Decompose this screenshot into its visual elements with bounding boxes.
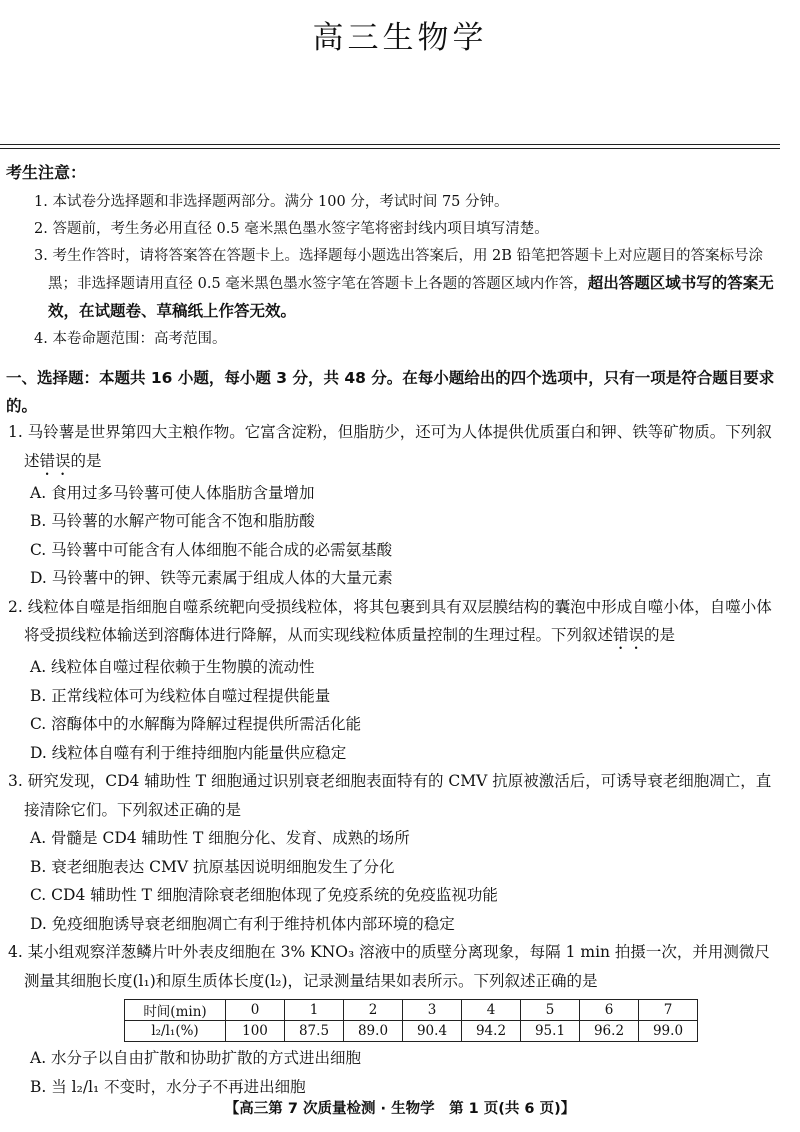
question xyxy=(8,767,780,938)
option: B. 衰老细胞表达 CMV 抗原基因说明细胞发生了分化 xyxy=(30,857,395,876)
table-cell: 95.1 xyxy=(521,1021,580,1042)
table-cell: 99.0 xyxy=(639,1021,698,1042)
note-item: 2. 答题前，考生务必用直径 0.5 毫米黑色墨水签字笔将密封线内项目填写清楚。 xyxy=(34,221,549,237)
table-cell: 3 xyxy=(403,1000,462,1021)
table-cell: 0 xyxy=(226,1000,285,1021)
question-stem xyxy=(8,593,780,654)
option: A. 食用过多马铃薯可使人体脂肪含量增加 xyxy=(30,483,315,502)
table-cell: 94.2 xyxy=(462,1021,521,1042)
table-cell: 7 xyxy=(639,1000,698,1021)
stem-text: 1. 马铃薯是世界第四大主粮作物。它富含淀粉，但脂肪少，还可为人体提供优质蛋白和钾、铁等矿物质。下列叙述 xyxy=(8,423,772,470)
option: D. 免疫细胞诱导衰老细胞凋亡有利于维持机体内部环境的稳定 xyxy=(30,914,455,933)
table-cell: 89.0 xyxy=(344,1021,403,1042)
note-item: 4. 本卷命题范围：高考范围。 xyxy=(34,331,227,347)
header-rule xyxy=(0,148,780,149)
table-cell: 6 xyxy=(580,1000,639,1021)
candidate-notes xyxy=(6,160,776,353)
table-row xyxy=(125,1000,698,1021)
table-cell: 1 xyxy=(285,1000,344,1021)
option: A. 线粒体自噬过程依赖于生物膜的流动性 xyxy=(30,658,315,676)
note-item-text: 3. 考生作答时，请将答案答在答题卡上。选择题每小题选出答案后，用 2B 铅笔把答题卡上对应题目的答案标号涂黑；非选择题请用直径 0.5 毫米黑色墨水签字笔在答题卡上各题的答题区域内作答， xyxy=(34,248,764,292)
stem-text: 2. 线粒体自噬是指细胞自噬系统靶向受损线粒体，将其包裹到具有双层膜结构的囊泡中形成自噬小体，自噬小体将受损线粒体输送到溶酶体进行降解，从而实现线粒体质量控制的生理过程。下列叙述 xyxy=(8,597,772,644)
option: C. 溶酶体中的水解酶为降解过程提供所需活化能 xyxy=(30,715,362,733)
table-cell: 87.5 xyxy=(285,1021,344,1042)
table-cell: 4 xyxy=(462,1000,521,1021)
option: D. 马铃薯中的钾、铁等元素属于组成人体的大量元素 xyxy=(30,569,393,587)
question xyxy=(8,593,780,768)
option: A. 水分子以自由扩散和协助扩散的方式进出细胞 xyxy=(30,1049,362,1067)
option: C. 马铃薯中可能含有人体细胞不能合成的必需氨基酸 xyxy=(30,540,393,559)
table-row xyxy=(125,1021,698,1042)
stem-emphasis: 错误 xyxy=(39,451,71,470)
note-item: 1. 本试卷分选择题和非选择题两部分。满分 100 分，考试时间 75 分钟。 xyxy=(34,194,509,210)
table-cell: 90.4 xyxy=(403,1021,462,1042)
table-cell: 2 xyxy=(344,1000,403,1021)
stem-text: 的是 xyxy=(644,626,676,644)
option: B. 马铃薯的水解产物可能含不饱和脂肪酸 xyxy=(30,512,315,530)
stem-emphasis: 错误 xyxy=(613,626,645,644)
question-stem: 3. 研究发现，CD4 辅助性 T 细胞通过识别衰老细胞表面特有的 CMV 抗原被激活后，可诱导衰老细胞凋亡，直接清除它们。下列叙述正确的是 xyxy=(8,772,772,819)
question xyxy=(8,418,780,593)
option: D. 线粒体自噬有利于维持细胞内能量供应稳定 xyxy=(30,743,347,762)
table-cell: 100 xyxy=(226,1021,285,1042)
question xyxy=(8,938,780,1101)
header-rule xyxy=(0,144,780,145)
option: B. 正常线粒体可为线粒体自噬过程提供能量 xyxy=(30,686,331,705)
option: A. 骨髓是 CD4 辅助性 T 细胞分化、发育、成熟的场所 xyxy=(30,829,410,847)
table-header-cell: 时间(min) xyxy=(125,1000,226,1021)
exam-title: 高三生物学 xyxy=(312,20,488,56)
section-heading: 一、选择题：本题共 16 小题，每小题 3 分，共 48 分。在每小题给出的四个选项中，只有一项是符合题目要求的。 xyxy=(6,369,775,415)
question-list xyxy=(8,418,780,1101)
option: B. 当 l₂/l₁ 不变时，水分子不再进出细胞 xyxy=(30,1077,306,1096)
table-cell: 96.2 xyxy=(580,1021,639,1042)
stem-text: 的是 xyxy=(70,451,102,470)
page-footer: 【高三第 7 次质量检测 · 生物学 第 1 页(共 6 页)】 xyxy=(224,1101,576,1117)
note-item xyxy=(6,243,776,326)
table-header-cell: l₂/l₁(%) xyxy=(125,1021,226,1042)
note-emphasis: 超出答题区域书写的答案无效，在试题卷、草稿纸上作答无效。 xyxy=(48,274,774,320)
question-stem xyxy=(8,418,780,479)
measurement-table xyxy=(124,999,698,1042)
question-stem: 4. 某小组观察洋葱鳞片叶外表皮细胞在 3% KNO₃ 溶液中的质壁分离现象，每隔 1 min 拍摄一次，并用测微尺测量其细胞长度(l₁)和原生质体长度(l₂)，记录测量结果如表所示。下列叙述正确的是 xyxy=(8,943,770,990)
table-cell: 5 xyxy=(521,1000,580,1021)
option: C. CD4 辅助性 T 细胞清除衰老细胞体现了免疫系统的免疫监视功能 xyxy=(30,886,498,904)
notes-heading: 考生注意： xyxy=(6,163,87,182)
